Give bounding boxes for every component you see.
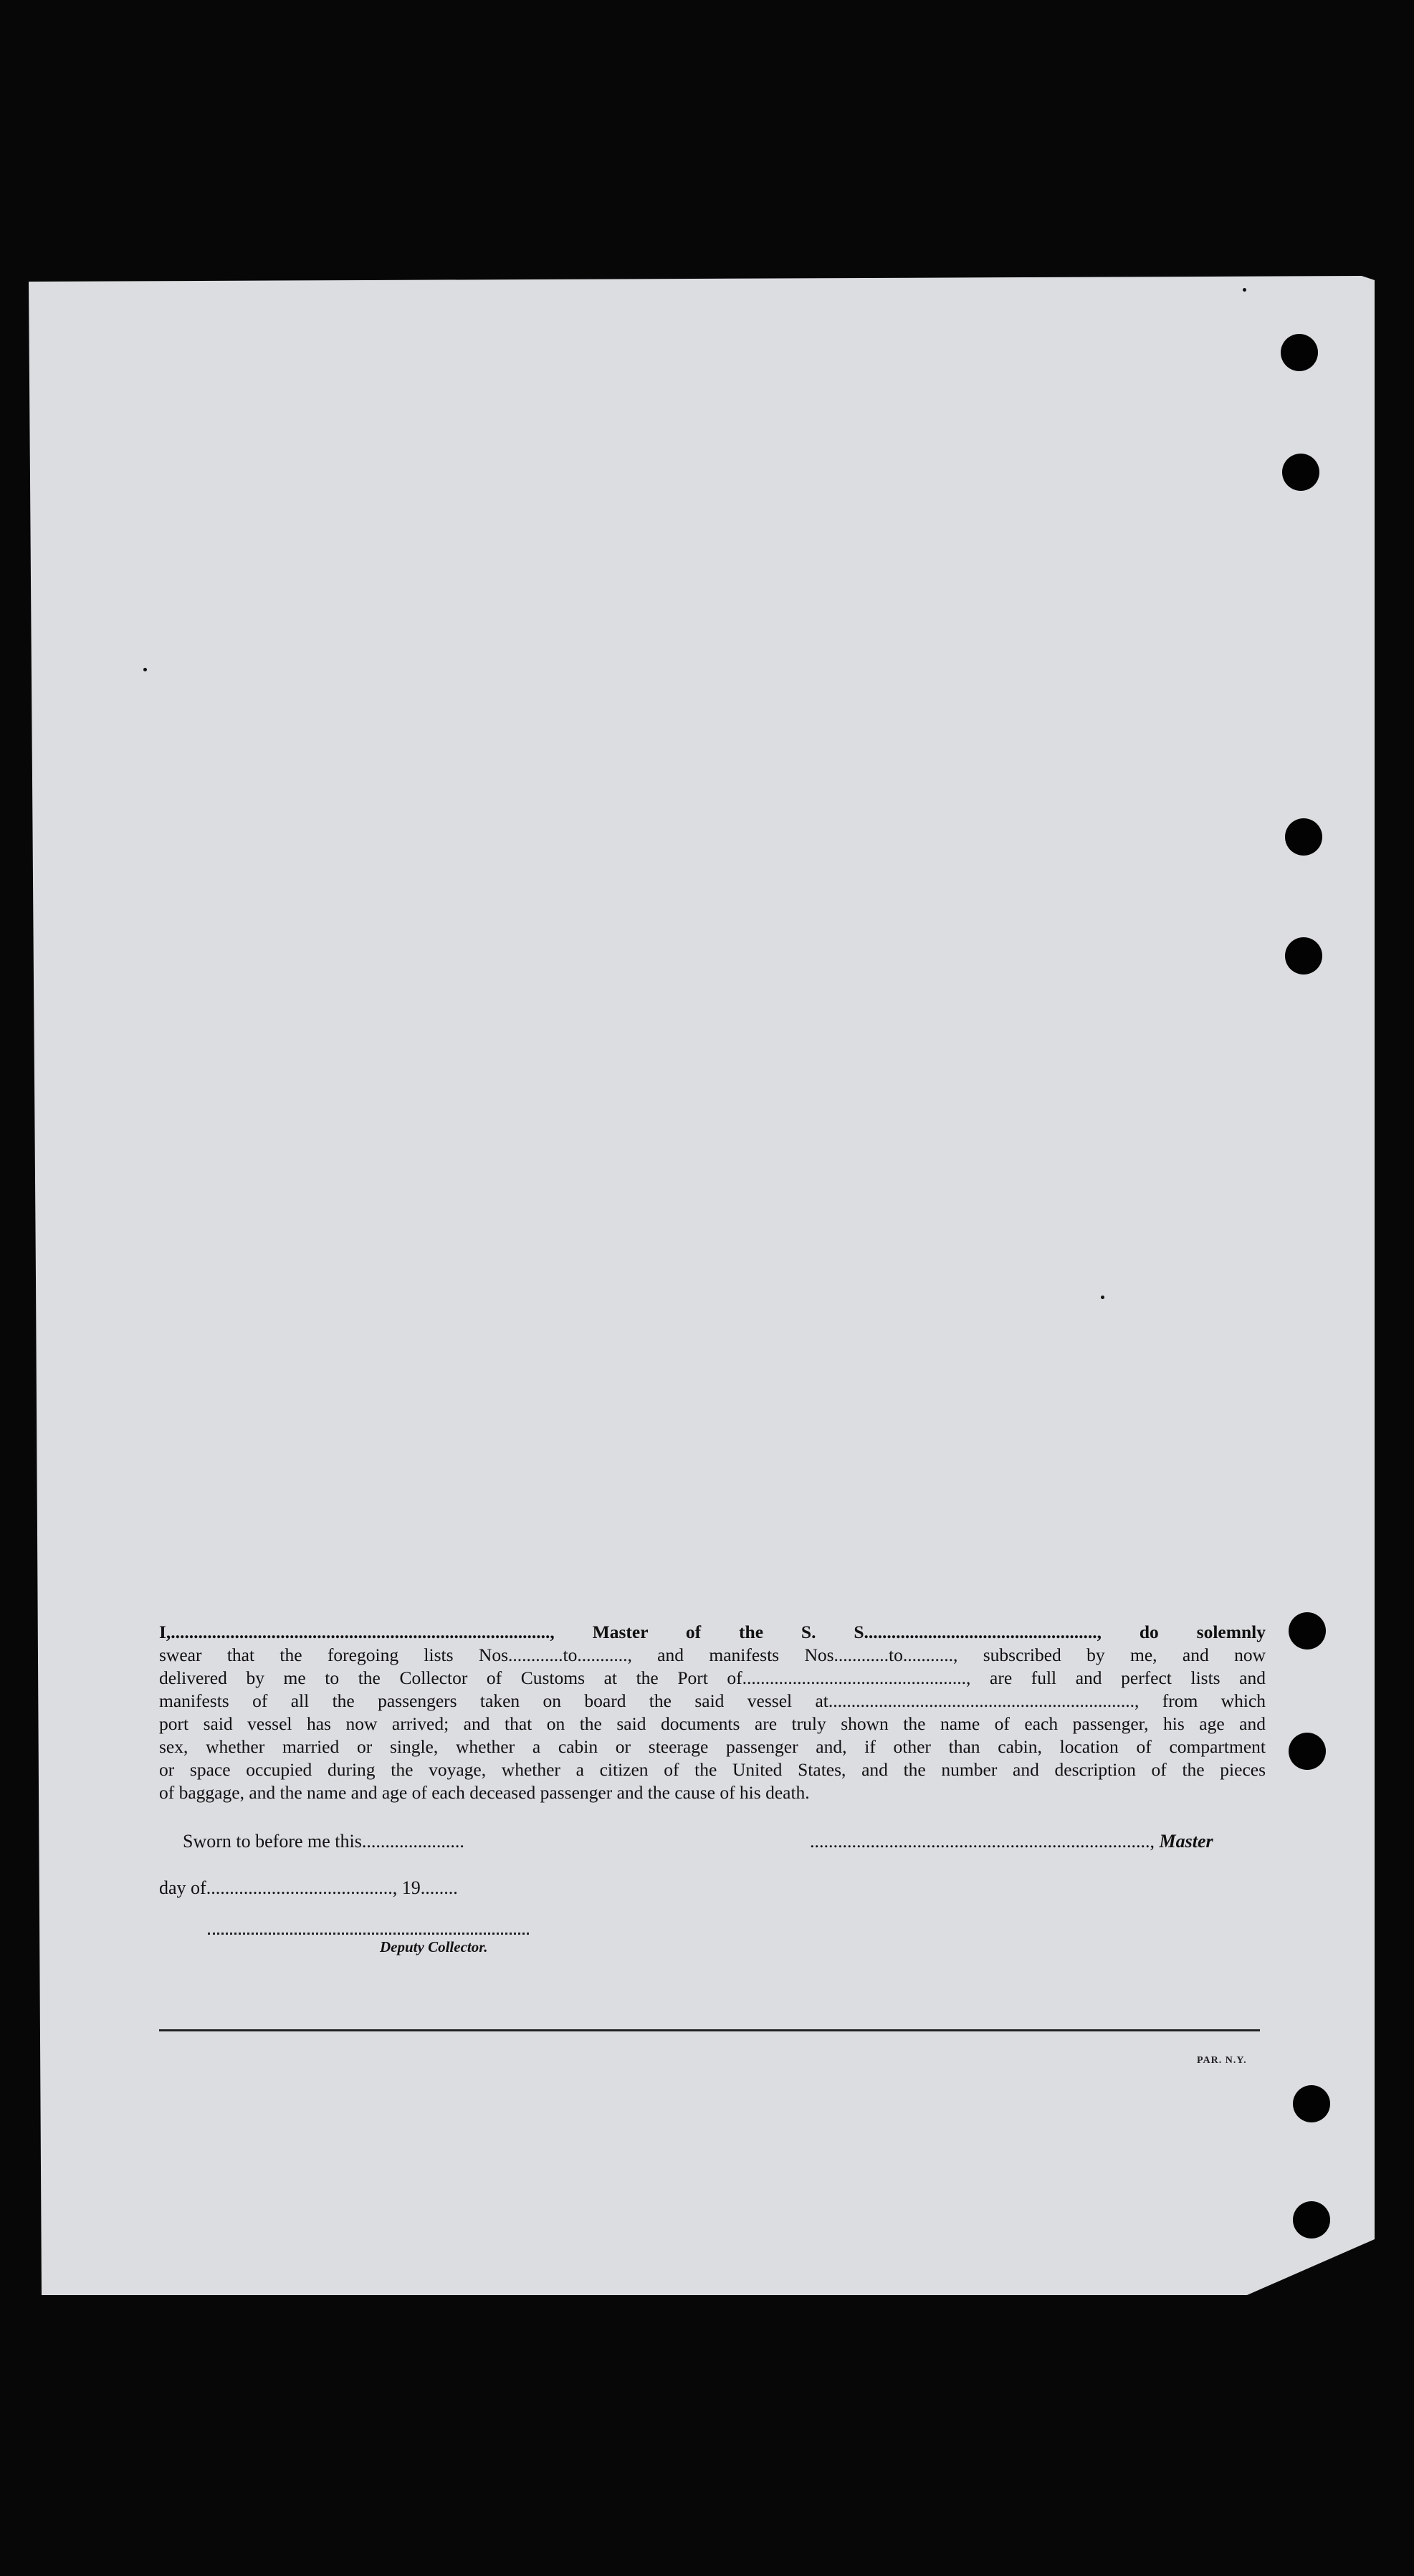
- oath-paragraph: [159, 1621, 1266, 1804]
- paper-speck: [1101, 1296, 1104, 1299]
- manifest-back-page: [29, 276, 1375, 2295]
- bottom-rule: [159, 2029, 1260, 2031]
- paper-speck: [143, 668, 147, 671]
- punch-hole: [1293, 2201, 1330, 2239]
- oath-line: manifests of all the passengers taken on board the said vessel at..................................................................., from which: [159, 1690, 1266, 1711]
- oath-line: swear that the foregoing lists Nos............to..........., and manifests Nos............to..........., subscribed by me, and now: [159, 1644, 1266, 1665]
- punch-hole: [1289, 1612, 1326, 1649]
- punch-hole: [1281, 334, 1318, 371]
- oath-line: sex, whether married or single, whether a cabin or steerage passenger and, if other than cabin, location of compartment: [159, 1736, 1266, 1757]
- sworn-line: Sworn to before me this......................: [183, 1831, 464, 1852]
- day-line: day of........................................, 19........: [159, 1877, 458, 1898]
- oath-line: of baggage, and the name and age of each deceased passenger and the cause of his death.: [159, 1782, 810, 1803]
- master-dots: .........................................................................,: [810, 1831, 1155, 1852]
- oath-line: I,..................................................................................., Master of the S. S..................................................., do solemnly: [159, 1622, 1266, 1642]
- punch-hole: [1285, 937, 1322, 975]
- punch-hole: [1289, 1733, 1326, 1770]
- deputy-signature-line: [208, 1933, 529, 1935]
- punch-hole: [1282, 454, 1319, 491]
- paper-speck: [1243, 288, 1246, 292]
- master-label: Master: [1159, 1831, 1213, 1852]
- punch-hole: [1293, 2085, 1330, 2122]
- oath-line: delivered by me to the Collector of Customs at the Port of................................................., are full and perfect lists and: [159, 1667, 1266, 1688]
- oath-line: port said vessel has now arrived; and that on the said documents are truly shown the name of each passenger, his age and: [159, 1713, 1266, 1734]
- printer-mark: PAR. N.Y.: [1197, 2055, 1247, 2066]
- oath-line: or space occupied during the voyage, whether a citizen of the United States, and the number and description of the pieces: [159, 1759, 1266, 1780]
- punch-hole: [1285, 818, 1322, 856]
- deputy-collector-label: Deputy Collector.: [380, 1938, 488, 1955]
- master-signature-line: [810, 1831, 1213, 1852]
